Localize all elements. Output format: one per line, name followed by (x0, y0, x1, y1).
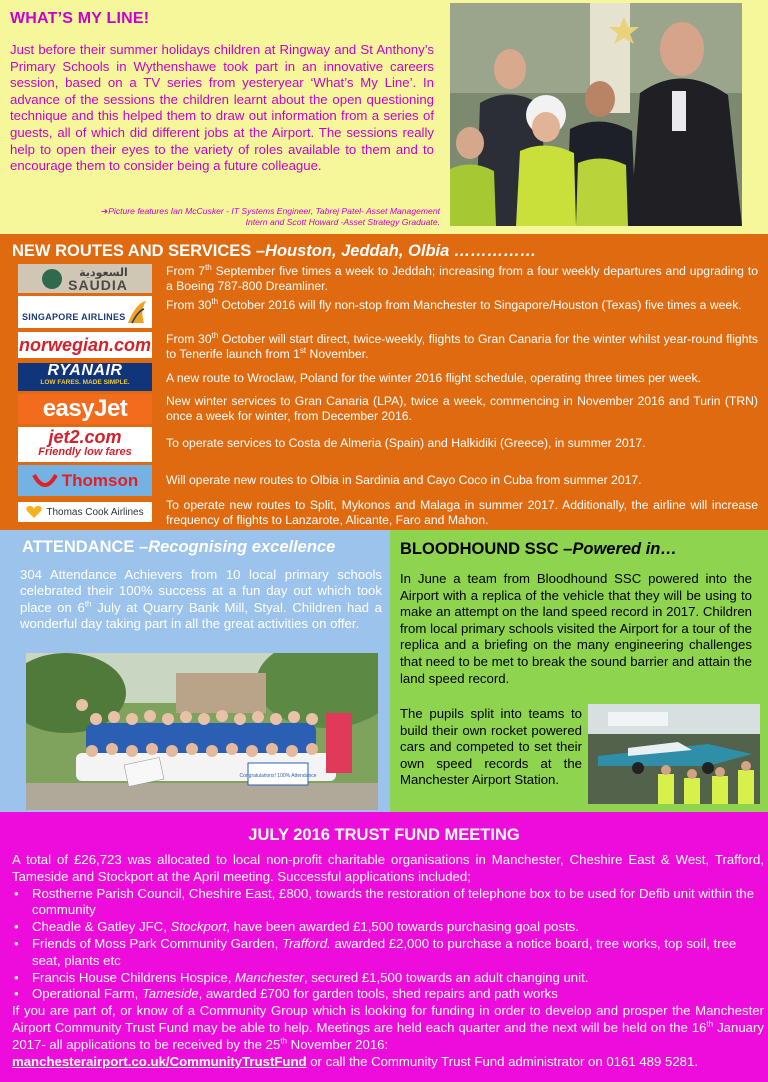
photo-caption-text: Picture features Ian McCusker - IT Systems Engineer, Tabrej Patel- Asset Management Intern and Scott Howard -Asset Strategy Graduate. (108, 206, 440, 227)
new-routes-title (12, 242, 536, 261)
route-text-thomson: Will operate new routes to Olbia in Sardinia and Cayo Coco in Cuba from summer 2017. (166, 473, 642, 487)
jet2-logo-text: jet2.com (48, 427, 122, 447)
attendance-banner-text: Congratulations! 100% Attendance (239, 773, 317, 779)
thomas-cook-logo (18, 502, 152, 522)
careers-session-photo (450, 3, 742, 226)
saudia-logo-text: SAUDIA (68, 276, 128, 293)
saudia-logo (18, 264, 152, 293)
attendance-group-photo-illustration (26, 653, 378, 810)
list-item: • Rostherne Parish Council, Cheshire East, £800, towards the restoration of telephone box to be used for Defib unit within the community (12, 886, 764, 920)
bloodhound-replica-photo-illustration (588, 704, 760, 804)
arrow-icon: ➔ (100, 206, 109, 216)
thomas-cook-heart-icon (26, 505, 42, 519)
norwegian-logo-text: norwegian.com (18, 334, 152, 355)
bloodhound-section (390, 530, 768, 812)
jet2-logo-tagline: Friendly low fares (38, 445, 132, 458)
list-item: • Operational Farm, Tameside, awarded £700 for garden tools, shed repairs and path works (12, 986, 764, 1003)
thomson-logo (18, 465, 152, 496)
attendance-subtitle: Recognising excellence (148, 538, 336, 556)
trust-fund-outro: If you are part of, or know of a Community Group which is looking for funding in order to develop and prosper the Manchester Airport Community Trust Fund may be able to help. Meetings are held each quarter and the next will be held on the 16th January 2017- all applications to be received by the 25th November 2016: manchesterairport.co.uk/CommunityTrustFund or call the Community Trust Fund administrator on 0161 489 5281. (12, 1003, 764, 1069)
attendance-group-photo (26, 653, 378, 810)
easyjet-logo-text: easyJet (42, 395, 128, 422)
photo-caption (80, 206, 440, 228)
singapore-airlines-logo-text: SINGAPORE AIRLINES (22, 312, 126, 322)
route-text-ryanair: A new route to Wroclaw, Poland for the winter 2016 flight schedule, operating three times per week. (166, 371, 701, 385)
bloodhound-body-continued: The pupils split into teams to build their own rocket powered cars and competed to set their own speed records at the Manchester Airport Station. (400, 706, 582, 788)
easyjet-logo (18, 394, 152, 424)
route-text-thomas-cook: To operate new routes to Split, Mykonos and Malaga in summer 2017. Additionally, the airline will increase frequency of flights to Lanzarote, Alicante, Faro and Mahon. (166, 498, 758, 528)
trust-fund-content (12, 852, 764, 1070)
jet2-logo (18, 427, 152, 462)
route-text-saudia: From 7th September five times a week to Jeddah; increasing from a four weekly departures and upgrading to a Boeing 787-800 Dreamliner. (166, 262, 758, 294)
thomson-smile-icon (32, 471, 58, 491)
bloodhound-title-main: BLOODHOUND SSC – (400, 540, 573, 558)
community-trust-fund-link[interactable]: manchesterairport.co.uk/CommunityTrustFund (12, 1053, 307, 1069)
ryanair-logo-text: RYANAIR (47, 363, 123, 379)
ryanair-logo (18, 363, 152, 391)
bloodhound-title (400, 540, 677, 559)
list-item: • Cheadle & Gatley JFC, Stockport, have been awarded £1,500 towards purchasing goal posts. (12, 919, 764, 936)
ryanair-logo-tagline: LOW FARES. MADE SIMPLE. (40, 379, 130, 386)
careers-session-photo-illustration (450, 3, 742, 226)
thomas-cook-logo-text: Thomas Cook Airlines (46, 506, 144, 518)
attendance-section (0, 530, 390, 812)
bloodhound-subtitle: Powered in… (572, 540, 677, 558)
trust-fund-title: JULY 2016 TRUST FUND MEETING (248, 826, 520, 844)
new-routes-title-main: NEW ROUTES AND SERVICES – (12, 242, 266, 260)
whats-my-line-body: Just before their summer holidays children at Ringway and St Anthony’s Primary Schools in Wythenshawe took part in an innovative careers session, based on a TV series from yesteryear ‘What’s My Line’. In advance of the sessions the children learnt about the open questioning technique and this helped them to draw out information from a series of guests, all of which did different jobs at the Airport. The sessions really help to open their eyes to the variety of roles available to them and to encourage them to consider being a future colleague. (10, 42, 434, 174)
route-text-jet2: To operate services to Costa de Almeria (Spain) and Halkidiki (Greece), in summer 2017. (166, 436, 646, 450)
bloodhound-body: In June a team from Bloodhound SSC powered into the Airport with a replica of the vehicle that they will be using to make an attempt on the land speed record in 2017. Children from local primary schools visited the Airport for a tour of the replica and a briefing on the many engineering challenges that need to be met to break the sound barrier and attain the land speed record. (400, 571, 752, 686)
successful-applications-list (12, 886, 764, 1004)
trust-fund-section (0, 812, 768, 1082)
saudia-logo-arabic: السعودية (79, 265, 128, 279)
route-text-easyjet: New winter services to Gran Canaria (LPA), twice a week, commencing in November 2016 and Turin (TRN) once a week for winter, from December 2016. (166, 394, 758, 424)
attendance-title-main: ATTENDANCE – (22, 538, 149, 556)
new-routes-subtitle: Houston, Jeddah, Olbia …………… (265, 242, 537, 260)
singapore-airlines-logo (18, 296, 152, 328)
whats-my-line-section (0, 0, 768, 234)
new-routes-section (0, 234, 768, 530)
list-item: • Friends of Moss Park Community Garden, Trafford. awarded £2,000 to purchase a notice board, tree works, top soil, tree seat, plants etc (12, 936, 764, 970)
bloodhound-replica-photo (588, 704, 760, 804)
whats-my-line-title: WHAT’S MY LINE! (10, 10, 150, 27)
singapore-bird-icon (126, 299, 148, 325)
saudia-logo-icon (42, 269, 62, 289)
route-text-norwegian: From 30th October will start direct, twice-weekly, flights to Gran Canaria for the winter whilst year-round flights to Tenerife launch from 1st November. (166, 330, 758, 362)
attendance-body: 304 Attendance Achievers from 10 local primary schools celebrated their 100% success at a fun day out which took place on 6th July at Quarry Bank Mill, Styal. Children had a wonderful day taking part in all the great activities on offer. (20, 567, 383, 632)
list-item: • Francis House Childrens Hospice, Manchester, secured £1,500 towards an adult changing unit. (12, 970, 764, 987)
norwegian-logo (18, 332, 152, 358)
attendance-title (22, 538, 335, 557)
route-text-singapore: From 30th October 2016 will fly non-stop from Manchester to Singapore/Houston (Texas) five times a week. (166, 296, 742, 312)
thomson-logo-text: Thomson (61, 470, 139, 490)
trust-fund-intro: A total of £26,723 was allocated to local non-profit charitable organisations in Manchester, Cheshire East & West, Trafford, Tameside and Stockport at the April meeting. Successful applications included; (12, 852, 764, 884)
